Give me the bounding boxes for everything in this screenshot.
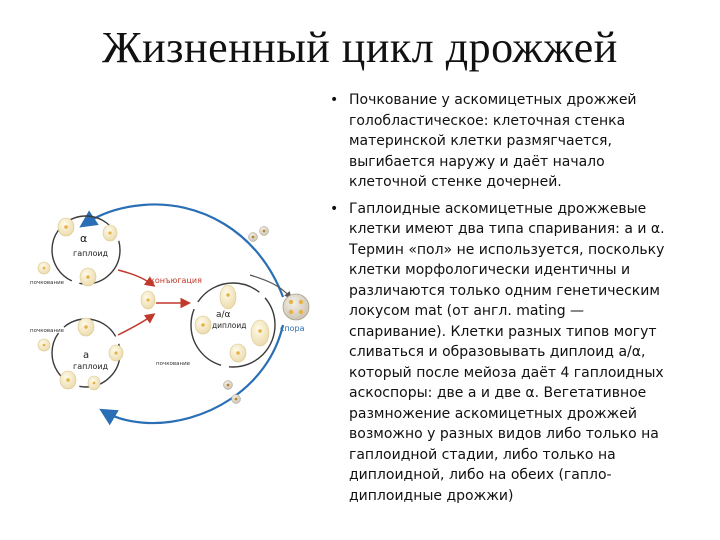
alpha-haploid-label: гаплоид — [73, 249, 109, 258]
ascus-spore — [283, 294, 309, 320]
bullet-item — [330, 199, 685, 507]
sporulation-arrow — [250, 275, 290, 297]
bullet-marker: • — [330, 200, 339, 217]
budding-label-bottom: почкование — [30, 328, 65, 334]
diploid-symbol: a/α — [216, 310, 231, 320]
slide-title: Жизненный цикл дрожжей — [102, 23, 618, 72]
conjugation-arrow-bottom — [118, 315, 153, 335]
bullet-text: Гаплоидные аскомицетные дрожжевые клетки имеют два типа спаривания: a и α. Термин «пол» не используется, поскольку клетки морфологически идентичны и различаются только одним генетическим локусом mat (от англ. mating — спаривание). Клетки разных типов могут сливаться и образовывать диплоид a/α, который после мейоза даёт 4 гаплоидных аскоспоры: две a и две α. Вегетативное размножение аскомицетных дрожжей возможно у разных видов либо только на гаплоидной стадии, либо только на диплоидной, либо на обеих (гапло-диплоидные дрожжи) — [349, 200, 665, 504]
bullet-item — [330, 90, 685, 193]
alpha-symbol: α — [80, 232, 88, 245]
conjugation-label: конъюгация — [150, 276, 202, 285]
conjugating-cells — [141, 285, 236, 309]
bullet-marker: • — [330, 92, 339, 108]
a-haploid-label: гаплоид — [73, 362, 109, 371]
diploid-label: диплоид — [212, 321, 247, 330]
yeast-life-cycle-diagram — [28, 185, 328, 430]
a-symbol: a — [83, 350, 90, 361]
bullet-list — [330, 90, 685, 512]
spore-label: спора — [280, 324, 305, 333]
budding-label-diploid: почкование — [156, 361, 191, 367]
budding-label-top: почкование — [30, 280, 65, 286]
conjugation-arrow-top — [118, 270, 153, 285]
bullet-text: Почкование у аскомицетных дрожжей голобластическое: клеточная стенка материнской клетки размягчается, выгибается наружу и даёт начало клеточной стенке дочерней. — [349, 92, 637, 190]
